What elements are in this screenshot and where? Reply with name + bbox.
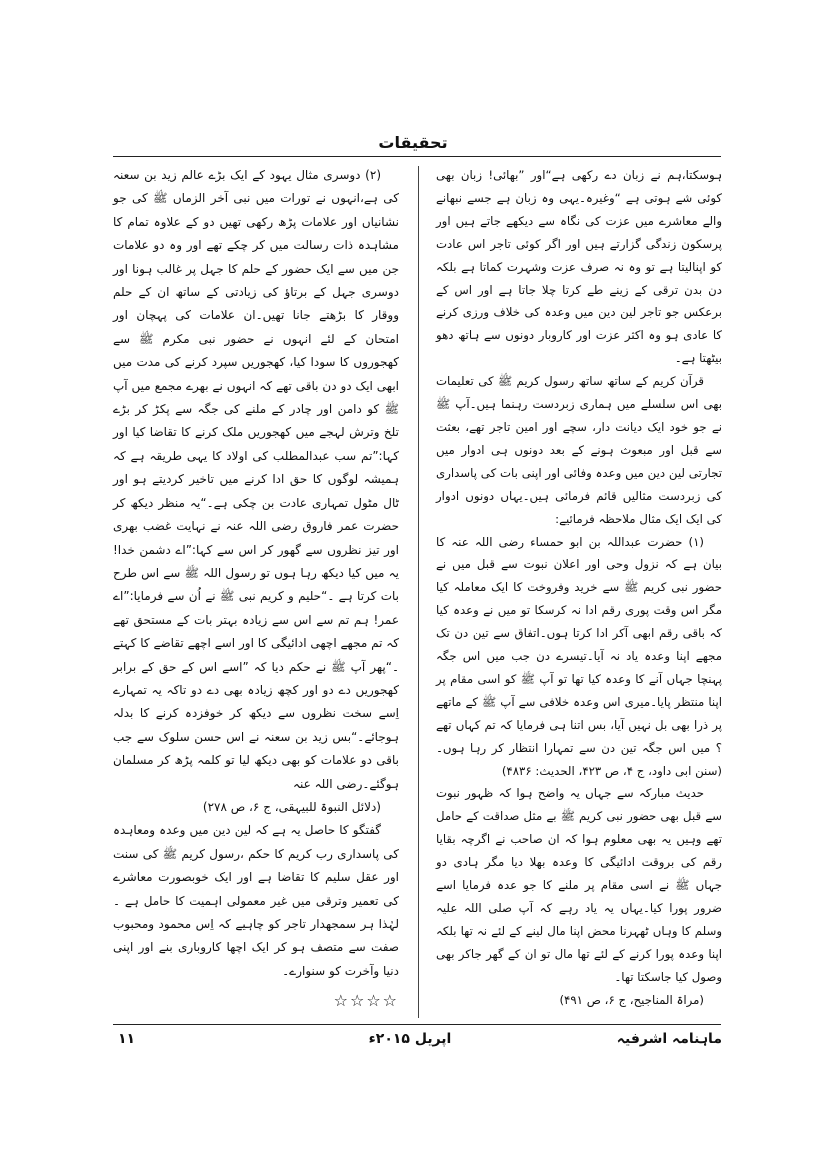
paragraph: ہوسکتا،ہم نے زبان دے رکھی ہے“اور ”بھائی! زبان بھی کوئی شے ہوتی ہے “وغیرہ۔یہی وہ زبان ہے جسے نبھانے والے معاشرے میں عزت کی نگاہ سے دیکھے جاتے ہیں اور پرسکون زندگی گزارتے ہیں اور اگر کوئی تاجر اس عادت کو اپنالیتا ہے تو وہ نہ صرف عزت وشہرت کماتا ہے بلکہ دن بدن ترقی کے زینے طے کرتا چلا جاتا ہے اور اس کے برعکس جو تاجر لین دین میں وعدہ کی خلاف ورزی کرنے کا عادی ہو وہ اکثر عزت اور کاروبار دونوں سے ہاتھ دھو بیٹھتا ہے۔ [436, 168, 722, 366]
footer-rule [113, 1024, 721, 1025]
column-divider [418, 166, 419, 1018]
paragraph: حدیث مبارکہ سے جہاں یہ واضح ہوا کہ ظہور نبوت سے قبل بھی حضور نبی کریم ﷺ بے مثل صداقت کے حامل تھے وہیں یہ بھی معلوم ہوا کہ ان صاحب نے اگرچہ بقایا رقم کی بروقت ادائیگی کا وعدہ بھلا دیا مگر ہادی دو جہاں ﷺ نے اسی مقام پر ملنے کا جو عدہ فرمایا اسے ضرور پورا کیا۔یہاں یہ یاد رہے کہ آپ صلی اللہ علیہ وسلم کا وہاں ٹھہرنا محض اپنا مال لینے کے لئے نہ تھا بلکہ اپنا وعدہ پورا کرنے کے لئے تھا مال تو ان کے گھر جاکر بھی وصول کیا جاسکتا تھا۔ [436, 786, 722, 984]
footer-magazine-name: ماہنامہ اشرفیہ [616, 1031, 722, 1047]
paragraph: قرآن کریم کے ساتھ ساتھ رسول کریم ﷺ کی تعلیمات بھی اس سلسلے میں ہماری زبردست رہنما ہیں۔آپ ﷺ نے جو خود ایک دیانت دار، سچے اور امین تاجر تھے، بعثت سے قبل اور مبعوث ہونے کے بعد دونوں ہی ادوار میں تجارتی لین دین میں وعدہ وفائی اور اپنی بات کی پاسداری کی زبردست مثالیں قائم فرمائی ہیں۔یہاں دونوں ادوار کی ایک ایک مثال ملاحظہ فرمائیے: [436, 374, 722, 526]
right-column [436, 164, 722, 1024]
paragraph: (۲) دوسری مثال یہود کے ایک بڑے عالم زید بن سعنہ کی ہے،انہوں نے تورات میں نبی آخر الزماں ﷺ کی جو نشانیاں اور علامات پڑھ رکھی تھیں دو کے علاوہ تمام کا مشاہدہ ذات رسالت میں کر چکے تھے اور وہ دو علامات جن میں سے ایک حضور کے حلم کا جہل پر غالب ہونا اور دوسری جہل کے برتاؤ کی زیادتی کے ساتھ ان کے حلم ووقار کا بڑھتے جانا تھیں۔ان علامات کی پہچان اور امتحان کے لئے انہوں نے حضور نبی مکرم ﷺ سے کھجوروں کا سودا کیا، کھجوریں سپرد کرنے کی مدت میں ابھی ایک دو دن باقی تھے کہ انہوں نے بھرے مجمع میں آپ ﷺ کو دامن اور چادر کے ملنے کی جگہ سے پکڑ کر بڑے تلخ وترش لہجے میں کھجوریں ملک کرنے کا تقاضا کیا اور کہا:”تم سب عبدالمطلب کی اولاد کا یہی طریقہ ہے کہ ہمیشہ لوگوں کا حق ادا کرنے میں تاخیر کردیتے ہو اور ٹال مٹول تمہاری عادت بن چکی ہے۔“یہ منظر دیکھ کر حضرت عمر فاروق رضی اللہ عنہ نے نہایت غضب بھری اور تیز نظروں سے گھور کر اس سے کہا:”اے دشمن خدا! یہ میں کیا دیکھ رہا ہوں تو رسول اللہ ﷺ سے اس طرح بات کرتا ہے ۔“حلیم و کریم نبی ﷺ نے اُن سے فرمایا:”اے عمر! ہم تم سے اس سے زیادہ بہتر بات کے مستحق تھے کہ تم مجھے اچھی ادائیگی کا اور اسے اچھے تقاضے کا کہتے ۔“پھر آپ ﷺ نے حکم دیا کہ ”اسے اس کے حق کے برابر کھجوریں دے دو اور کچھ زیادہ بھی دے دو تاکہ یہ تمہارے اِسے سخت نظروں سے دیکھ کر خوفزدہ کرنے کا بدلہ ہوجائے۔“بس زید بن سعنہ نے اس حسن سلوک سے جب باقی دو علامات کو بھی دیکھ لیا تو کلمہ پڑھ کر مسلمان ہوگئے۔رضی اللہ عنہ [113, 168, 399, 791]
paragraph: (۱) حضرت عبداللہ بن ابو حمساء رضی اللہ عنہ کا بیان ہے کہ نزول وحی اور اعلان نبوت سے قبل میں نے حضور نبی کریم ﷺ سے خرید وفروخت کا ایک معاملہ کیا مگر اس وقت پوری رقم ادا نہ کرسکا تو میں نے وعدہ کیا کہ باقی رقم ابھی آکر ادا کرتا ہوں۔اتفاق سے تین دن تک مجھے اپنا وعدہ یاد نہ آیا۔تیسرے دن جب میں اس جگہ پہنچا جہاں آنے کا وعدہ کیا تھا تو آپ ﷺ کو اسی مقام پر اپنا منتظر پایا۔میری اس وعدہ خلافی سے آپ ﷺ کے ماتھے پر ذرا بھی بل نہیں آیا، بس اتنا ہی فرمایا کہ تم کہاں تھے ؟ میں اس جگہ تین دن سے تمہارا انتظار کر رہا ہوں۔(سنن ابی داود، ج ۴، ص ۴۲۳، الحدیث: ۴۸۳۶) [436, 534, 722, 778]
citation: (دلائل النبوۃ للبیہقی، ج ۶، ص ۲۷۸) [202, 799, 381, 814]
citation: (مراۃ المناجیح، ج ۶، ص ۴۹۱) [559, 992, 704, 1007]
star-ornament: ☆☆☆☆ [333, 991, 399, 1011]
section-header-title: تحقیقات [378, 133, 448, 152]
paragraph: گفتگو کا حاصل یہ ہے کہ لین دین میں وعدہ ومعاہدہ کی پاسداری رب کریم کا حکم ،رسول کریم ﷺ کی سنت اور عقل سلیم کا تقاضا ہے اور ایک خوبصورت معاشرے کی تعمیر وترقی میں غیر معمولی اہمیت کا حامل ہے ۔ لہٰذا ہر سمجھدار تاجر کو چاہیے کہ اِس محمود ومحبوب صفت سے متصف ہو کر ایک اچھا کاروباری بنے اور اپنی دنیا وآخرت کو سنوارے۔ [113, 823, 399, 978]
page-number: ۱۱ [118, 1031, 136, 1047]
header-rule [113, 156, 721, 157]
footer-date: اپریل ۲۰۱۵ء [368, 1031, 452, 1047]
left-column [113, 164, 399, 1024]
